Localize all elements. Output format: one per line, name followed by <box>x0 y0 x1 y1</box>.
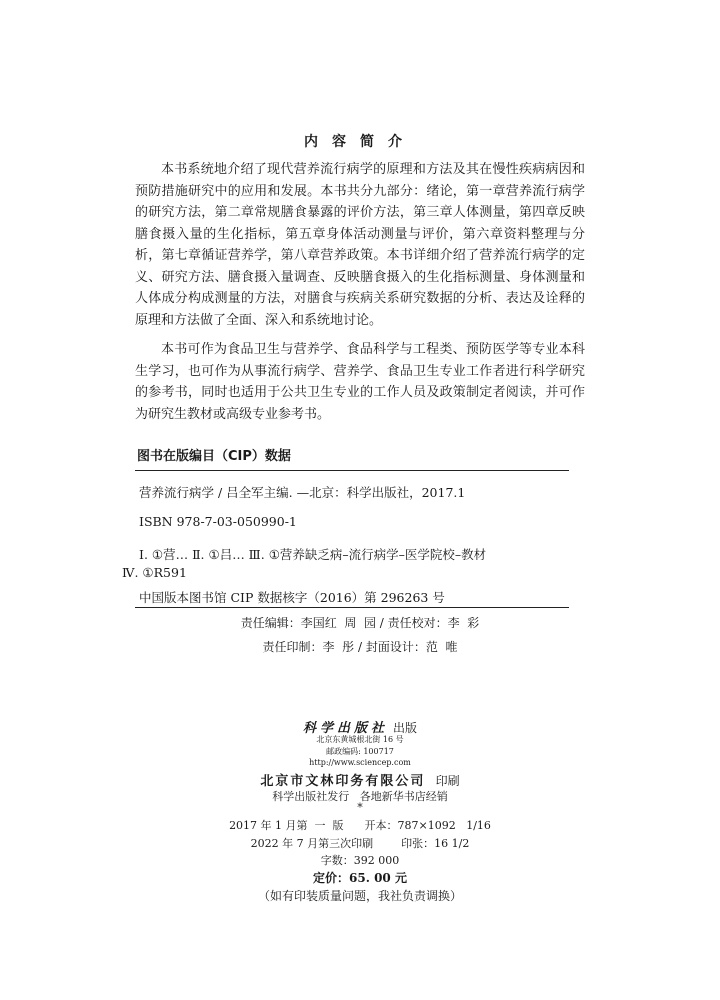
cip-heading: 图书在版编目（CIP）数据 <box>137 449 291 464</box>
publisher-suffix: 出版 <box>393 721 418 735</box>
price: 定价：65. 00 元 <box>313 871 407 885</box>
publisher-name: 科学出版社 <box>302 721 388 736</box>
credits-editors: 责任编辑：李国红 周 园 / 责任校对：李 彩 <box>240 616 480 630</box>
cip-classification-line: Ⅳ. ①R591 <box>122 565 187 580</box>
separator-star: * <box>357 801 363 814</box>
printer-suffix: 印刷 <box>435 774 460 788</box>
quality-notice: （如有印装质量问题，我社负责调换） <box>257 889 462 903</box>
printer-name: 北京市文林印务有限公司 <box>260 774 426 789</box>
cip-top-rule <box>135 470 569 471</box>
publisher-url: http://www.sciencep.com <box>309 758 411 767</box>
summary-paragraph-1: 本书系统地介绍了现代营养流行病学的原理和方法及其在慢性疾病病因和预防措施研究中的应用和发展。本书共分九部分：绪论，第一章营养流行病学的研究方法，第二章常规膳食暴露的评价方法，第三章人体测量，第四章反映膳食摄入量的生化指标，第五章身体活动测量与评价，第六章资料整理与分析，第七章循证营养学，第八章营养政策。本书详细介绍了营养流行病学的定义、研究方法、膳食摄入量调查、反映膳食摄入的生化指标测量、身体测量和人体成分构成测量的方法，对膳食与疾病关系研究数据的分析、表达及诠释的原理和方法做了全面、深入和系统地讨论。 <box>135 162 585 328</box>
publisher-address: 北京东黄城根北街 16 号 <box>316 735 404 744</box>
printer-line <box>0 770 720 789</box>
word-count: 字数：392 000 <box>320 854 400 867</box>
cip-record-number: 中国版本图书馆 CIP 数据核字（2016）第 296263 号 <box>139 590 445 605</box>
cip-title-line: 营养流行病学 / 吕全军主编. —北京：科学出版社，2017.1 <box>139 485 466 500</box>
edition-line-2: 2022 年 7 月第三次印刷 印张：16 1/2 <box>250 837 470 850</box>
cip-isbn: ISBN 978-7-03-050990-1 <box>139 514 297 529</box>
distribution-line: 科学出版社发行 各地新华书店经销 <box>272 790 448 803</box>
publisher-postcode: 邮政编码: 100717 <box>326 747 394 756</box>
summary-paragraph-2: 本书可作为食品卫生与营养学、食品科学与工程类、预防医学等专业本科生学习，也可作为从事流行病学、营养学、食品卫生专业工作者进行科学研究的参考书，同时也适用于公共卫生专业的工作人员及政策制定者阅读，并可作为研究生教材或高级专业参考书。 <box>135 342 585 422</box>
edition-line-1: 2017 年 1 月第 一 版 开本：787×1092 1/16 <box>229 819 491 832</box>
summary-title: 内容简介 <box>304 134 416 150</box>
cip-subject-line: Ⅰ. ①营… Ⅱ. ①吕… Ⅲ. ①营养缺乏病–流行病学–医学院校–教材 <box>139 547 487 562</box>
cip-bottom-rule <box>135 607 569 608</box>
credits-production: 责任印制：李 彤 / 封面设计：范 唯 <box>262 640 458 654</box>
